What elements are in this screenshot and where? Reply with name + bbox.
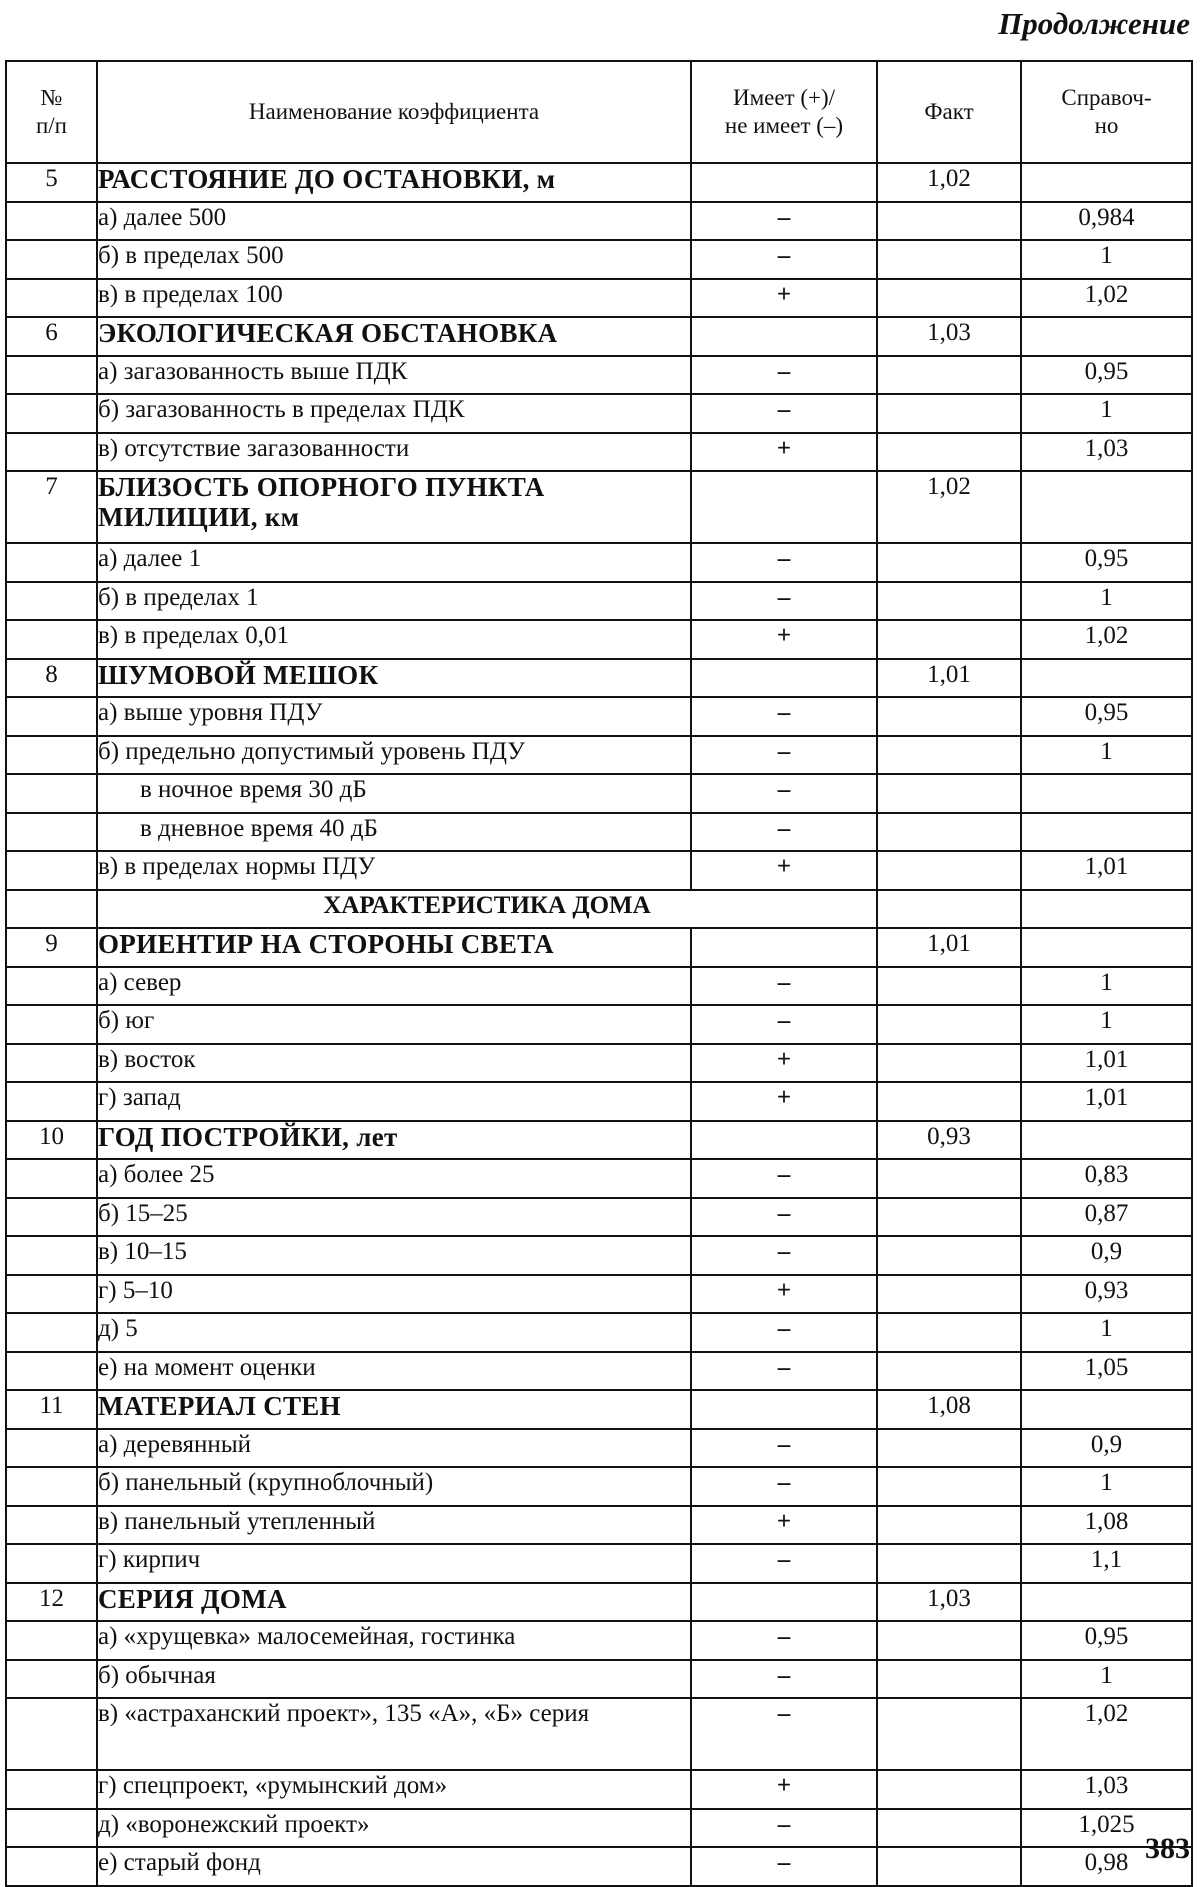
cell-num: 10 [6,1121,97,1160]
cell-name: в) в пределах 0,01 [97,620,691,659]
cell-name: в) восток [97,1044,691,1083]
cell-has [691,1121,877,1160]
cell-num [6,967,97,1006]
cell-name: ГОД ПОСТРОЙКИ, лет [97,1121,691,1160]
cell-name: б) панельный (крупноблочный) [97,1467,691,1506]
cell-fact: 1,03 [877,317,1021,356]
cell-has: – [691,813,877,852]
cell-num [6,851,97,890]
table-row [6,1005,1192,1044]
cell-has: + [691,851,877,890]
cell-fact [877,1313,1021,1352]
cell-fact [877,774,1021,813]
cell-fact: 1,01 [877,659,1021,698]
continuation-label: Продолжение [998,6,1190,41]
cell-name: а) более 25 [97,1159,691,1198]
cell-num [6,1352,97,1391]
section-heading: ХАРАКТЕРИСТИКА ДОМА [97,890,877,929]
table-row [6,736,1192,775]
cell-fact: 1,02 [877,163,1021,202]
cell-name: г) запад [97,1082,691,1121]
cell-num [6,1809,97,1848]
table-row [6,1082,1192,1121]
table-row [6,1236,1192,1275]
cell-has: – [691,736,877,775]
cell-has [691,471,877,543]
cell-ref: 1,02 [1021,1698,1192,1770]
cell-fact [877,1770,1021,1809]
cell-has: – [691,1159,877,1198]
cell-fact: 0,93 [877,1121,1021,1160]
table-row [6,1198,1192,1237]
cell-num [6,1159,97,1198]
cell-name: ШУМОВОЙ МЕШОК [97,659,691,698]
table-row [6,928,1192,967]
cell-has: – [691,1467,877,1506]
table-row [6,851,1192,890]
page-number: 383 [1145,1832,1190,1865]
table-body [6,163,1192,1886]
cell-fact: 1,03 [877,1583,1021,1622]
cell-has: + [691,1082,877,1121]
cell-fact [877,279,1021,318]
cell-has: – [691,1236,877,1275]
table-row [6,1352,1192,1391]
cell-num [6,1544,97,1583]
cell-fact [877,1660,1021,1699]
table-row [6,471,1192,543]
cell-fact [877,813,1021,852]
table-row [6,813,1192,852]
table-row [6,1809,1192,1848]
table-row [6,1275,1192,1314]
table-row [6,890,1192,929]
cell-has: + [691,620,877,659]
table-row [6,1313,1192,1352]
cell-num [6,1429,97,1468]
cell-has: – [691,967,877,1006]
cell-num [6,736,97,775]
cell-fact [877,1236,1021,1275]
cell-fact: 1,01 [877,928,1021,967]
cell-num [6,774,97,813]
cell-num [6,1698,97,1770]
cell-ref: 1,02 [1021,620,1192,659]
cell-ref: 1,01 [1021,851,1192,890]
header-has-text: Имеет (+)/ не имеет (–) [724,85,844,138]
cell-name: а) далее 1 [97,543,691,582]
cell-ref: 1,02 [1021,279,1192,318]
cell-ref: 0,93 [1021,1275,1192,1314]
cell-num [6,279,97,318]
cell-name: ЭКОЛОГИЧЕСКАЯ ОБСТАНОВКА [97,317,691,356]
cell-name: г) 5–10 [97,1275,691,1314]
cell-fact [877,1005,1021,1044]
table-row [6,1390,1192,1429]
cell-has: + [691,1275,877,1314]
cell-name: д) 5 [97,1313,691,1352]
cell-ref: 1 [1021,582,1192,621]
cell-has: + [691,1770,877,1809]
cell-fact [877,736,1021,775]
cell-name: ОРИЕНТИР НА СТОРОНЫ СВЕТА [97,928,691,967]
cell-name: е) старый фонд [97,1847,691,1886]
cell-fact [877,967,1021,1006]
cell-ref: 0,95 [1021,697,1192,736]
cell-fact [877,433,1021,472]
cell-name: СЕРИЯ ДОМА [97,1583,691,1622]
cell-ref: 0,984 [1021,202,1192,241]
cell-name: МАТЕРИАЛ СТЕН [97,1390,691,1429]
cell-name: в) в пределах нормы ПДУ [97,851,691,890]
table-row [6,774,1192,813]
cell-has [691,659,877,698]
cell-has: – [691,697,877,736]
table-row [6,240,1192,279]
cell-has [691,1583,877,1622]
cell-num [6,1005,97,1044]
header-ref-text: Справоч- но [1061,85,1152,138]
cell-ref: 1,025 [1021,1809,1192,1848]
table-row [6,317,1192,356]
table-row [6,1621,1192,1660]
cell-name: г) спецпроект, «румынский дом» [97,1770,691,1809]
cell-fact [877,1352,1021,1391]
table-row [6,1847,1192,1886]
cell-ref: 1,03 [1021,433,1192,472]
cell-name: е) на момент оценки [97,1352,691,1391]
table-row [6,1583,1192,1622]
cell-num [6,1236,97,1275]
cell-num [6,1313,97,1352]
cell-name: б) 15–25 [97,1198,691,1237]
cell-num [6,1198,97,1237]
cell-ref [1021,813,1192,852]
header-fact-text: Факт [924,99,974,124]
cell-has: – [691,356,877,395]
cell-num: 6 [6,317,97,356]
cell-num [6,697,97,736]
cell-num: 8 [6,659,97,698]
cell-fact [877,697,1021,736]
table-row [6,582,1192,621]
cell-name: б) в пределах 1 [97,582,691,621]
cell-name: а) север [97,967,691,1006]
cell-name: а) выше уровня ПДУ [97,697,691,736]
cell-fact: 1,02 [877,471,1021,543]
cell-ref: 1 [1021,394,1192,433]
cell-ref: 1,08 [1021,1506,1192,1545]
cell-num [6,890,97,929]
cell-has: + [691,433,877,472]
cell-num [6,582,97,621]
table-row [6,620,1192,659]
header-ref [1021,61,1192,163]
table-row [6,543,1192,582]
cell-fact [877,543,1021,582]
header-has [691,61,877,163]
cell-fact: 1,08 [877,1390,1021,1429]
cell-has: – [691,1621,877,1660]
cell-name: а) деревянный [97,1429,691,1468]
cell-ref: 0,95 [1021,1621,1192,1660]
cell-has: – [691,394,877,433]
table-row [6,1660,1192,1699]
cell-name: г) кирпич [97,1544,691,1583]
cell-ref: 1,05 [1021,1352,1192,1391]
cell-num: 12 [6,1583,97,1622]
cell-has [691,928,877,967]
table-row [6,1121,1192,1160]
table-header-row [6,61,1192,163]
cell-fact [877,1429,1021,1468]
cell-num [6,1082,97,1121]
cell-fact [877,1159,1021,1198]
cell-ref [1021,1390,1192,1429]
cell-fact [877,1698,1021,1770]
cell-has: – [691,1809,877,1848]
table-row [6,1159,1192,1198]
cell-fact [877,1198,1021,1237]
cell-num [6,433,97,472]
cell-ref [1021,774,1192,813]
cell-ref: 1 [1021,736,1192,775]
cell-ref: 1,1 [1021,1544,1192,1583]
table-row [6,163,1192,202]
cell-has: – [691,582,877,621]
cell-num [6,1847,97,1886]
table-row [6,1506,1192,1545]
cell-has: + [691,1506,877,1545]
cell-has: – [691,1660,877,1699]
cell-fact [877,1275,1021,1314]
cell-name: в) в пределах 100 [97,279,691,318]
cell-ref [1021,163,1192,202]
cell-has: – [691,1544,877,1583]
cell-has: – [691,774,877,813]
cell-has: – [691,1847,877,1886]
cell-fact [877,1847,1021,1886]
table-row [6,1429,1192,1468]
cell-name: в ночное время 30 дБ [97,774,691,813]
cell-has: – [691,1698,877,1770]
cell-name: в) «астраханский проект», 135 «А», «Б» серия [97,1698,691,1770]
cell-ref [1021,659,1192,698]
cell-ref: 1 [1021,1313,1192,1352]
cell-name: БЛИЗОСТЬ ОПОРНОГО ПУНКТА МИЛИЦИИ, км [97,471,691,543]
cell-ref: 1 [1021,967,1192,1006]
cell-name: РАССТОЯНИЕ ДО ОСТАНОВКИ, м [97,163,691,202]
cell-num [6,1044,97,1083]
cell-num [6,1770,97,1809]
cell-ref: 0,9 [1021,1429,1192,1468]
cell-num [6,394,97,433]
coefficient-table [5,60,1193,1887]
cell-num: 5 [6,163,97,202]
cell-name: а) загазованность выше ПДК [97,356,691,395]
cell-ref: 0,95 [1021,543,1192,582]
cell-fact [877,356,1021,395]
cell-num [6,240,97,279]
cell-ref: 0,95 [1021,356,1192,395]
header-fact [877,61,1021,163]
cell-has: + [691,279,877,318]
table-row [6,1544,1192,1583]
table-row [6,697,1192,736]
cell-ref [1021,928,1192,967]
table-row [6,1467,1192,1506]
cell-ref: 0,9 [1021,1236,1192,1275]
cell-fact [877,851,1021,890]
cell-has: – [691,1198,877,1237]
cell-has [691,1390,877,1429]
cell-has: – [691,1005,877,1044]
cell-ref [1021,890,1192,929]
table-row [6,1770,1192,1809]
cell-name: б) в пределах 500 [97,240,691,279]
cell-name: в дневное время 40 дБ [97,813,691,852]
cell-fact [877,1044,1021,1083]
cell-ref: 1,03 [1021,1770,1192,1809]
table-row [6,1044,1192,1083]
cell-has: + [691,1044,877,1083]
cell-has [691,317,877,356]
cell-fact [877,1082,1021,1121]
cell-num: 11 [6,1390,97,1429]
cell-num: 9 [6,928,97,967]
header-num-text: № п/п [35,85,67,138]
header-num [6,61,97,163]
cell-name: б) юг [97,1005,691,1044]
header-name-text: Наименование коэффициента [248,99,540,124]
cell-fact [877,1621,1021,1660]
cell-name: в) отсутствие загазованности [97,433,691,472]
cell-num: 7 [6,471,97,543]
table-row [6,279,1192,318]
cell-num [6,1660,97,1699]
table-row [6,356,1192,395]
cell-has: – [691,1313,877,1352]
cell-fact [877,1506,1021,1545]
cell-ref: 1 [1021,1005,1192,1044]
cell-ref: 0,83 [1021,1159,1192,1198]
cell-fact [877,1544,1021,1583]
table-row [6,659,1192,698]
cell-has: – [691,1352,877,1391]
table-row [6,1698,1192,1770]
cell-ref: 1,01 [1021,1044,1192,1083]
cell-fact [877,890,1021,929]
cell-num [6,543,97,582]
cell-num [6,1621,97,1660]
cell-name: б) предельно допустимый уровень ПДУ [97,736,691,775]
cell-name: в) панельный утепленный [97,1506,691,1545]
table-row [6,202,1192,241]
cell-fact [877,394,1021,433]
cell-name: а) «хрущевка» малосемейная, гостинка [97,1621,691,1660]
table-row [6,394,1192,433]
cell-ref: 1 [1021,1660,1192,1699]
cell-num [6,1467,97,1506]
cell-name: а) далее 500 [97,202,691,241]
cell-has: – [691,1429,877,1468]
cell-ref: 1 [1021,240,1192,279]
cell-ref [1021,1583,1192,1622]
cell-name: д) «воронежский проект» [97,1809,691,1848]
cell-fact [877,582,1021,621]
cell-num [6,620,97,659]
cell-fact [877,240,1021,279]
cell-num [6,356,97,395]
cell-fact [877,1467,1021,1506]
table-row [6,433,1192,472]
cell-num [6,202,97,241]
cell-num [6,1275,97,1314]
cell-ref: 0,87 [1021,1198,1192,1237]
cell-has [691,163,877,202]
cell-ref: 1,01 [1021,1082,1192,1121]
cell-num [6,1506,97,1545]
cell-has: – [691,240,877,279]
cell-has: – [691,543,877,582]
cell-ref: 0,98 [1021,1847,1192,1886]
cell-fact [877,620,1021,659]
table-row [6,967,1192,1006]
cell-name: б) загазованность в пределах ПДК [97,394,691,433]
cell-ref [1021,471,1192,543]
cell-has: – [691,202,877,241]
cell-ref [1021,1121,1192,1160]
header-name [97,61,691,163]
cell-fact [877,1809,1021,1848]
cell-name: в) 10–15 [97,1236,691,1275]
cell-ref: 1 [1021,1467,1192,1506]
cell-ref [1021,317,1192,356]
cell-name: б) обычная [97,1660,691,1699]
cell-fact [877,202,1021,241]
cell-num [6,813,97,852]
